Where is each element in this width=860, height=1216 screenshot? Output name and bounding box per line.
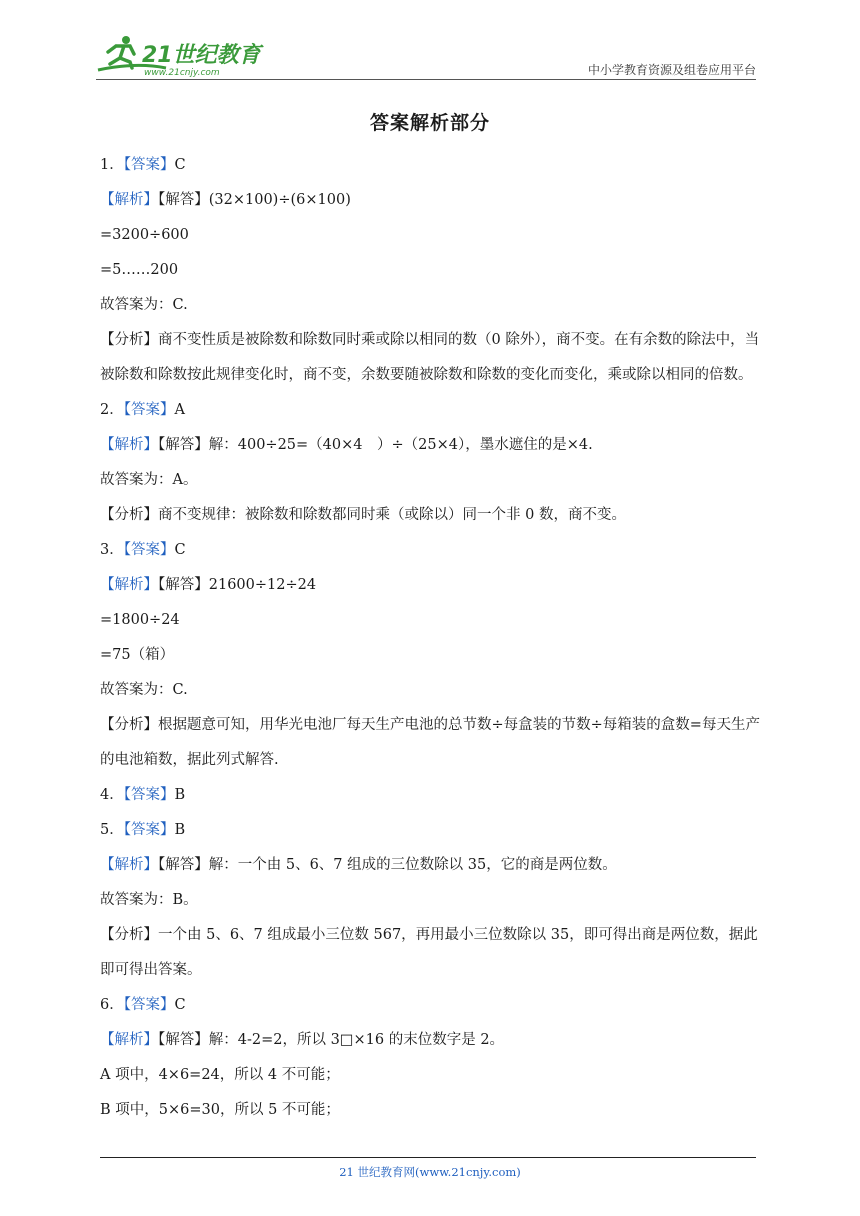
answer-text: 6． — [100, 997, 124, 1013]
answer-line — [100, 708, 764, 778]
answer-line — [100, 428, 764, 463]
answer-text: 3． — [100, 542, 124, 558]
answer-line — [100, 673, 764, 708]
answer-text: 4． — [100, 787, 124, 803]
answer-tag: 【答案】 — [123, 997, 175, 1013]
answer-text: B 项中，5×6=30，所以 5 不可能； — [100, 1102, 340, 1118]
answer-text: 【解答】(32×100)÷(6×100) — [158, 192, 351, 208]
answer-line — [100, 463, 764, 498]
answer-tag: 【答案】 — [123, 822, 175, 838]
answer-tag: 【解析】 — [100, 577, 158, 593]
answer-text: =5……200 — [100, 262, 179, 278]
answer-text: A — [174, 402, 185, 418]
answer-text: C — [174, 997, 186, 1013]
answer-line — [100, 988, 764, 1023]
header-tagline: 中小学教育资源及组卷应用平台 — [587, 63, 756, 77]
answer-line — [100, 393, 764, 428]
answer-line — [100, 498, 764, 533]
answer-line — [100, 883, 764, 918]
answer-tag: 【答案】 — [123, 157, 175, 173]
answer-line — [100, 253, 764, 288]
answer-tag: 【解析】 — [100, 1032, 158, 1048]
answer-text: 故答案为：A。 — [100, 472, 198, 488]
answer-text: =3200÷600 — [100, 227, 189, 243]
answer-text: 【解答】解：一个由 5、6、7 组成的三位数除以 35，它的商是两位数。 — [158, 857, 617, 873]
page-title: 答案解析部分 — [369, 112, 490, 134]
answer-tag: 【答案】 — [123, 542, 175, 558]
answer-line — [100, 813, 764, 848]
header-divider — [96, 79, 756, 80]
answer-line — [100, 1093, 764, 1128]
answer-line — [100, 638, 764, 673]
answer-text: C — [174, 542, 186, 558]
answer-text: =1800÷24 — [100, 612, 180, 628]
answer-tag: 【解析】 — [100, 192, 158, 208]
answer-content — [100, 148, 764, 1128]
answer-text: 【分析】商不变规律：被除数和除数都同时乘（或除以）同一个非 0 数，商不变。 — [100, 507, 626, 523]
answer-text: 5． — [100, 822, 124, 838]
answer-text: 【分析】商不变性质是被除数和除数同时乘或除以相同的数（0 除外），商不变。在有余数的除法中，当被除数和除数按此规律变化时，商不变，余数要随被除数和除数的变化而变化，乘或除以相同的倍数。 — [100, 332, 760, 383]
answer-text: 1． — [100, 157, 124, 173]
footer-divider — [100, 1157, 756, 1158]
site-logo — [96, 32, 266, 80]
answer-text: B — [174, 822, 186, 838]
answer-tag: 【答案】 — [123, 787, 175, 803]
answer-tag: 【解析】 — [100, 857, 158, 873]
answer-text: 【解答】21600÷12÷24 — [158, 577, 317, 593]
answer-line — [100, 533, 764, 568]
answer-text: 故答案为：C. — [100, 297, 188, 313]
answer-tag: 【答案】 — [123, 402, 175, 418]
answer-text: =75（箱） — [100, 647, 175, 663]
answer-text: A 项中，4×6=24，所以 4 不可能； — [100, 1067, 340, 1083]
answer-line — [100, 848, 764, 883]
answer-line — [100, 778, 764, 813]
answer-line — [100, 603, 764, 638]
answer-text: 【解答】解：4-2=2，所以 3□×16 的末位数字是 2。 — [158, 1032, 505, 1048]
answer-line — [100, 1023, 764, 1058]
answer-text: 【解答】解：400÷25=（40×4 ）÷（25×4），墨水遮住的是×4. — [158, 437, 593, 453]
logo-text: 21世纪教育 — [142, 43, 261, 68]
answer-line — [100, 323, 764, 393]
logo-url: www.21cnjy.com — [144, 68, 220, 78]
answer-text: 【分析】一个由 5、6、7 组成最小三位数 567，再用最小三位数除以 35，即可得出商是两位数，据此即可得出答案。 — [100, 927, 758, 978]
answer-line — [100, 183, 764, 218]
page-header — [96, 30, 756, 80]
answer-line — [100, 148, 764, 183]
answer-text: B — [174, 787, 186, 803]
answer-line — [100, 218, 764, 253]
answer-line — [100, 1058, 764, 1093]
runner-logo-icon — [96, 32, 266, 80]
footer-text: 21 世纪教育网(www.21cnjy.com) — [339, 1165, 521, 1179]
answer-text: 故答案为：C. — [100, 682, 188, 698]
answer-text: 【分析】根据题意可知，用华光电池厂每天生产电池的总节数÷每盒装的节数÷每箱装的盒数=每天生产的电池箱数，据此列式解答. — [100, 717, 760, 768]
answer-text: 2． — [100, 402, 124, 418]
answer-text: C — [174, 157, 186, 173]
answer-line — [100, 568, 764, 603]
answer-text: 故答案为：B。 — [100, 892, 198, 908]
answer-line — [100, 918, 764, 988]
answer-line — [100, 288, 764, 323]
answer-tag: 【解析】 — [100, 437, 158, 453]
